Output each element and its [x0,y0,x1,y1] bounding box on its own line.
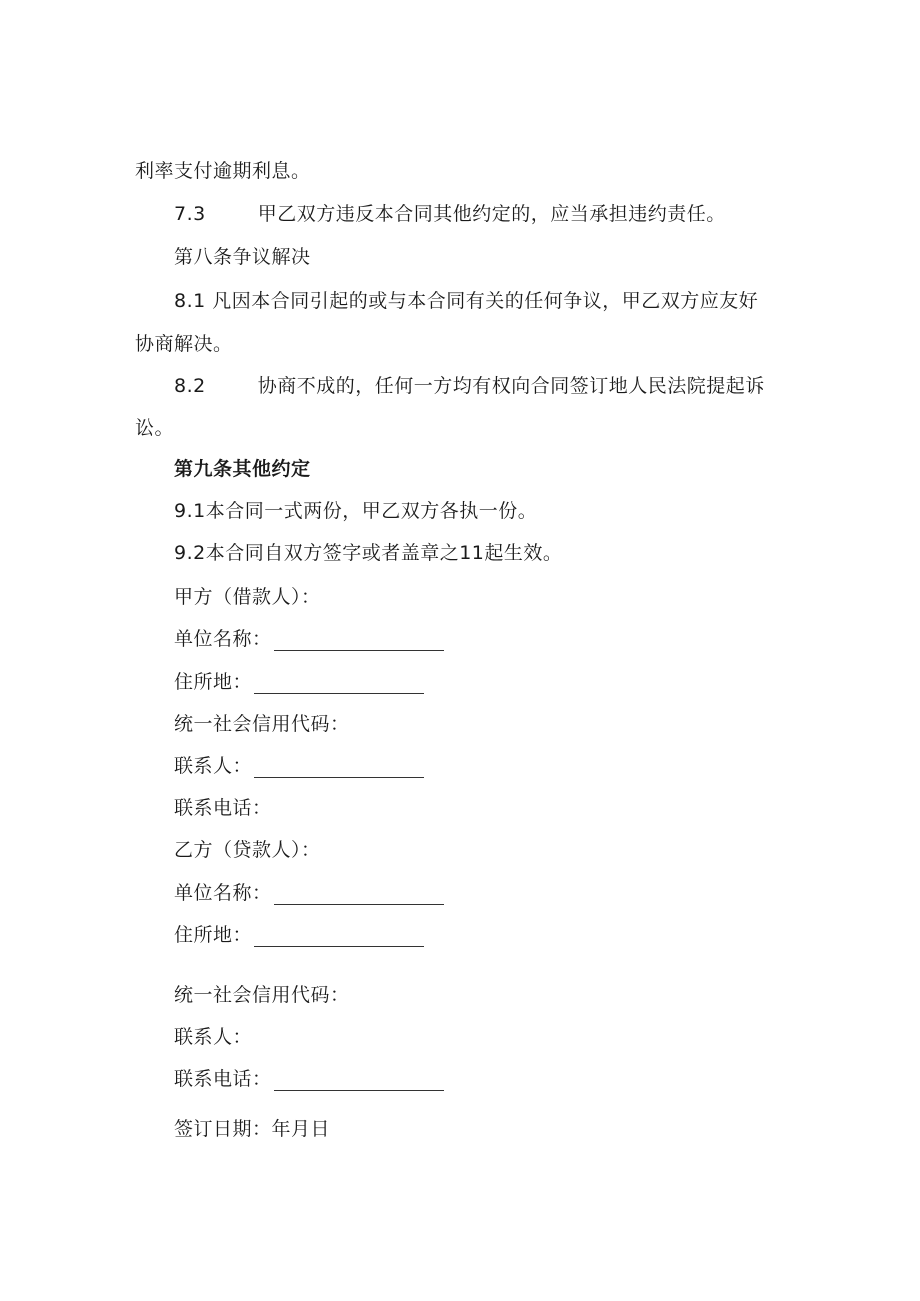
clause-9-1 [174,499,537,523]
party-b-title [174,838,321,862]
party-b-phone [174,1067,444,1091]
clause-number: 7.3 [174,203,206,225]
clause-8-2-cont [135,416,174,440]
party-b-address [174,923,424,947]
fill-in-blank[interactable] [254,928,424,947]
party-a-phone [174,796,272,820]
party-b-unit-name [174,881,444,905]
label: 统一社会信用代码： [174,984,350,1006]
clause-text: 9.2本合同自双方签字或者盖章之11起生效。 [174,542,563,564]
party-b-credit-code [174,983,350,1007]
clause-8-1-cont [135,332,233,356]
fill-in-blank[interactable] [274,886,444,905]
section-heading-8 [174,245,311,269]
clause-text: 甲乙双方违反本合同其他约定的，应当承担违约责任。 [257,203,726,225]
fill-in-blank[interactable] [274,632,444,651]
label: 单位名称： [174,628,272,650]
party-a-title [174,585,321,609]
label: 联系电话： [174,797,272,819]
clause-text: 8.1 凡因本合同引起的或与本合同有关的任何争议，甲乙双方应友好 [174,290,759,312]
fill-in-blank[interactable] [254,759,424,778]
clause-8-2 [174,374,765,398]
clause-number: 8.2 [174,375,206,397]
paragraph-line [135,159,311,183]
fill-in-blank[interactable] [274,1072,444,1091]
clause-7-3 [174,202,726,226]
clause-text: 9.1本合同一式两份，甲乙双方各执一份。 [174,500,538,522]
label: 联系人： [174,755,253,777]
section-heading-9 [174,457,311,481]
party-a-contact [174,754,424,778]
clause-8-1 [174,289,758,313]
label: 联系人： [174,1026,253,1048]
label: 联系电话： [174,1068,272,1090]
label: 住所地： [174,671,253,693]
party-a-address [174,670,424,694]
party-a-unit-name [174,627,444,651]
heading-text: 第九条其他约定 [174,458,311,480]
label: 统一社会信用代码： [174,713,350,735]
party-b-contact [174,1025,252,1049]
party-a-credit-code [174,712,350,736]
text: 利率支付逾期利息。 [135,160,311,182]
label: 乙方（贷款人）： [174,839,321,861]
label: 单位名称： [174,882,272,904]
label: 甲方（借款人）： [174,586,321,608]
sign-date [174,1117,330,1141]
heading-text: 第八条争议解决 [174,246,311,268]
clause-text: 协商解决。 [135,333,233,355]
fill-in-blank[interactable] [254,675,424,694]
clause-text: 讼。 [135,417,175,439]
clause-9-2 [174,541,562,565]
label: 住所地： [174,924,253,946]
clause-text: 协商不成的，任何一方均有权向合同签订地人民法院提起诉 [257,375,765,397]
label: 签订日期：年月日 [174,1118,331,1140]
